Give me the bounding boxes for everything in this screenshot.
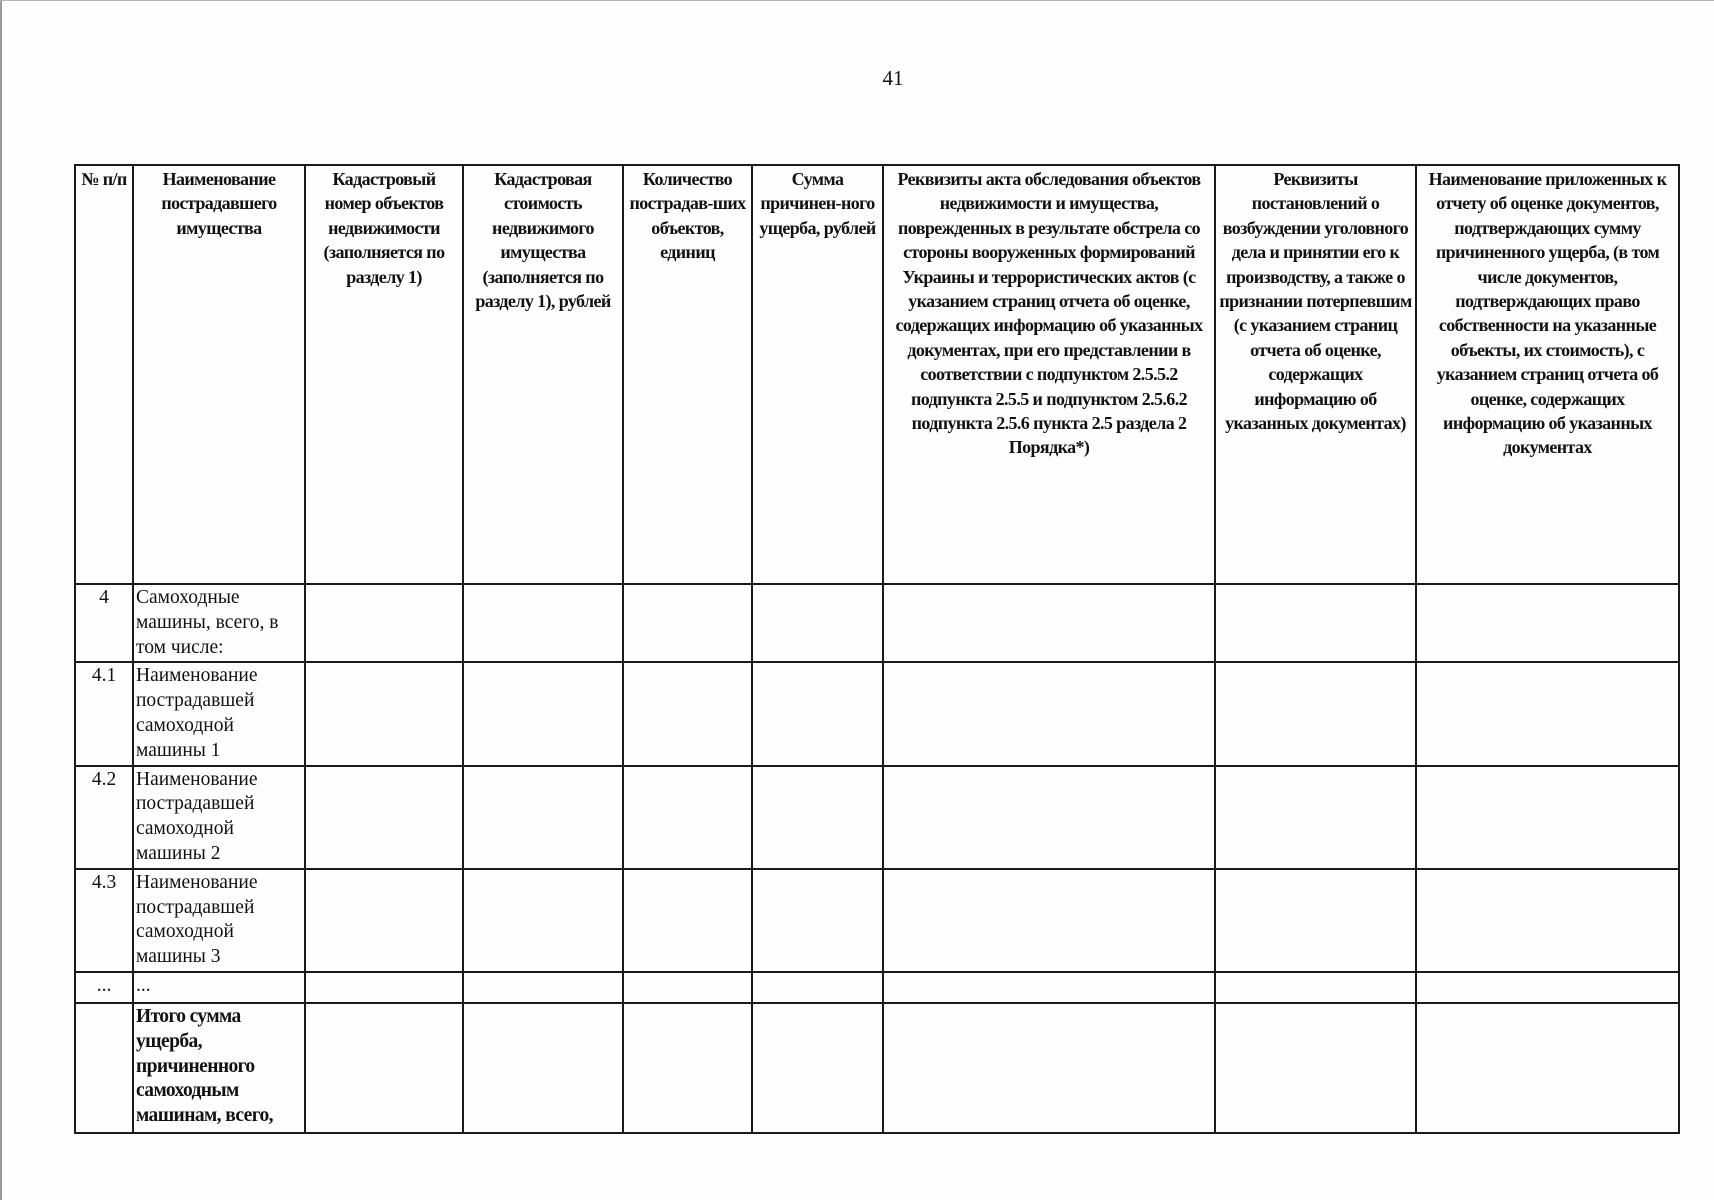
cadastral-value-cell[interactable] [463,1003,623,1133]
inspection-act-cell[interactable] [883,766,1215,869]
row-name: Наименование пострадавшей самоходной машины 1 [133,662,305,765]
attached-documents-cell[interactable] [1416,869,1679,972]
table-row [75,584,1679,662]
table-row [75,766,1679,869]
table-row [75,869,1679,972]
cadastral-value-cell[interactable] [463,869,623,972]
header-damage-sum: Сумма причинен-ного ущерба, рублей [752,165,883,584]
cadastral-value-cell[interactable] [463,972,623,1003]
damage-sum-cell[interactable] [752,1003,883,1133]
header-damaged-count: Количество пострадав-ших объектов, единиц [623,165,752,584]
inspection-act-cell[interactable] [883,869,1215,972]
page-number: 41 [882,66,904,90]
row-name: Наименование пострадавшей самоходной машины 3 [133,869,305,972]
damage-sum-cell[interactable] [752,869,883,972]
damage-sum-cell[interactable] [752,972,883,1003]
damaged-count-cell[interactable] [623,1003,752,1133]
row-name: ... [133,972,305,1003]
cadastral-value-cell[interactable] [463,766,623,869]
inspection-act-cell[interactable] [883,1003,1215,1133]
cadastral-number-cell[interactable] [305,869,463,972]
damage-sum-cell[interactable] [752,766,883,869]
damage-sum-cell[interactable] [752,584,883,662]
header-property-name: Наименование пострадавшего имущества [133,165,305,584]
criminal-case-cell[interactable] [1215,662,1416,765]
header-criminal-case: Реквизиты постановлений о возбуждении уголовного дела и принятии его к производству, а также о признании потерпевшим (с указанием страниц отчета об оценке, содержащих информацию об указанных документах) [1215,165,1416,584]
criminal-case-cell[interactable] [1215,584,1416,662]
damaged-count-cell[interactable] [623,869,752,972]
cadastral-value-cell[interactable] [463,662,623,765]
cadastral-number-cell[interactable] [305,972,463,1003]
row-number: 4.3 [75,869,133,972]
damage-sum-cell[interactable] [752,662,883,765]
header-cadastral-number: Кадастровый номер объектов недвижимости (заполняется по разделу 1) [305,165,463,584]
damaged-count-cell[interactable] [623,662,752,765]
row-number: ... [75,972,133,1003]
cadastral-number-cell[interactable] [305,1003,463,1133]
row-name: Наименование пострадавшей самоходной машины 2 [133,766,305,869]
damage-report-table [74,164,1680,1134]
criminal-case-cell[interactable] [1215,972,1416,1003]
attached-documents-cell[interactable] [1416,766,1679,869]
inspection-act-cell[interactable] [883,584,1215,662]
damaged-count-cell[interactable] [623,584,752,662]
cadastral-number-cell[interactable] [305,766,463,869]
scan-border [0,0,2,1200]
header-cadastral-value: Кадастровая стоимость недвижимого имущества (заполняется по разделу 1), рублей [463,165,623,584]
table-row-total [75,1003,1679,1133]
row-number: 4 [75,584,133,662]
header-inspection-act: Реквизиты акта обследования объектов недвижимости и имущества, поврежденных в результате обстрела со стороны вооруженных формирований Украины и террористических актов (с указанием страниц отчета об оценке, содержащих информацию об указанных документах, при его представлении в соответствии с подпунктом 2.5.5.2 подпункта 2.5.5 и подпунктом 2.5.6.2 подпункта 2.5.6 пункта 2.5 раздела 2 Порядка*) [883,165,1215,584]
table-row [75,662,1679,765]
row-number: 4.2 [75,766,133,869]
criminal-case-cell[interactable] [1215,869,1416,972]
inspection-act-cell[interactable] [883,972,1215,1003]
inspection-act-cell[interactable] [883,662,1215,765]
attached-documents-cell[interactable] [1416,662,1679,765]
cadastral-number-cell[interactable] [305,584,463,662]
attached-documents-cell[interactable] [1416,584,1679,662]
header-attached-documents: Наименование приложенных к отчету об оценке документов, подтверждающих сумму причиненного ущерба, (в том числе документов, подтверждающих право собственности на указанные объекты, их стоимость), с указанием страниц отчета об оценке, содержащих информацию об указанных документах [1416,165,1679,584]
cadastral-number-cell[interactable] [305,662,463,765]
total-row-label: Итого сумма ущерба, причиненного самоходным машинам, всего, [133,1003,305,1133]
scan-border-top [0,0,1714,1]
row-number: 4.1 [75,662,133,765]
criminal-case-cell[interactable] [1215,766,1416,869]
header-row-number: № п/п [75,165,133,584]
row-name: Самоходные машины, всего, в том числе: [133,584,305,662]
cadastral-value-cell[interactable] [463,584,623,662]
criminal-case-cell[interactable] [1215,1003,1416,1133]
damaged-count-cell[interactable] [623,972,752,1003]
table-row [75,972,1679,1003]
attached-documents-cell[interactable] [1416,1003,1679,1133]
damaged-count-cell[interactable] [623,766,752,869]
attached-documents-cell[interactable] [1416,972,1679,1003]
row-number [75,1003,133,1133]
